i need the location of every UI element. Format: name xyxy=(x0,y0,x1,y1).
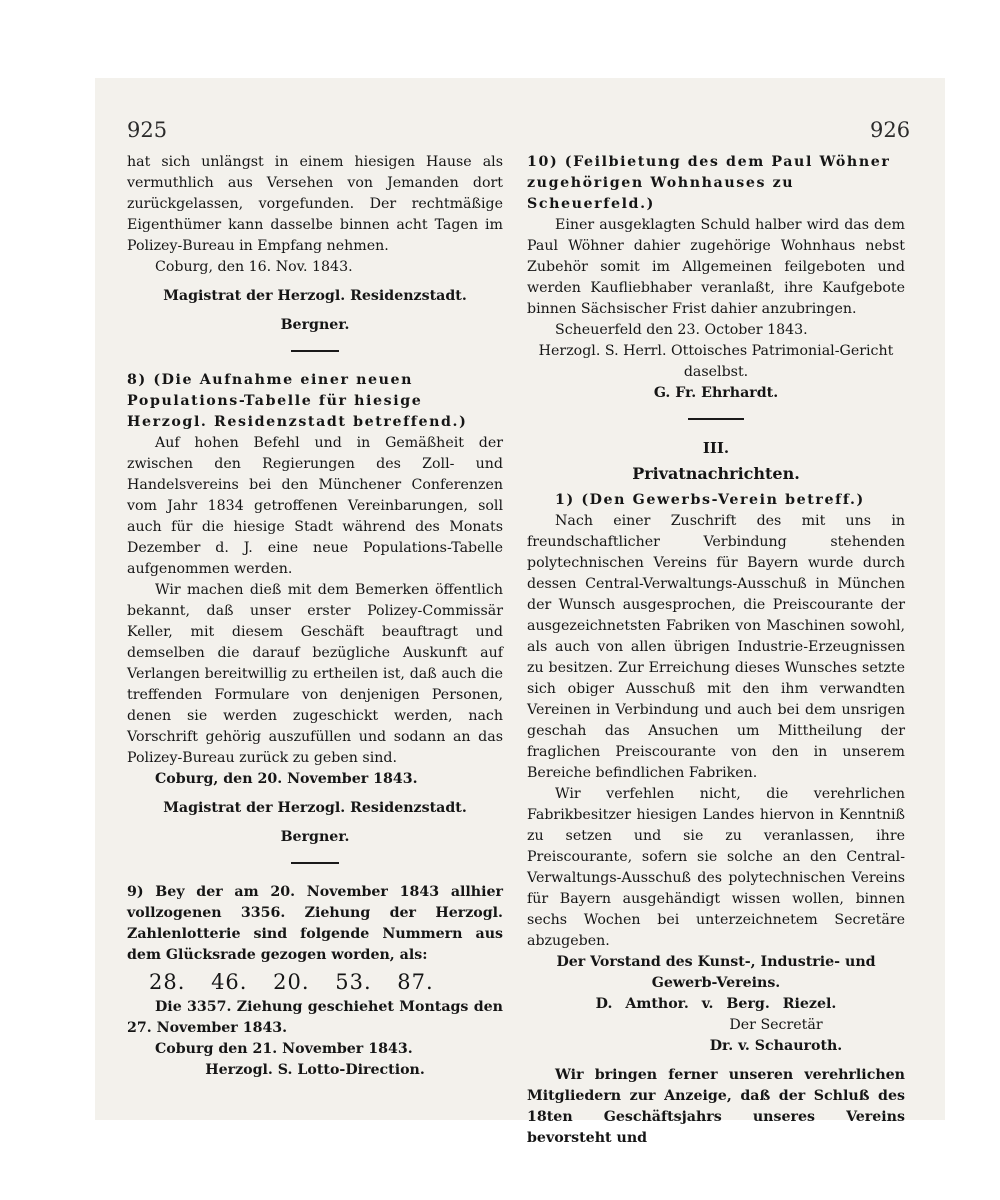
notice-9-text: 9) Bey der am 20. November 1843 allhier vollzogenen 3356. Ziehung der Herzogl. Zahlenlotterie sind folgende Nummern aus dem Glücksrade gezogen worden, als: xyxy=(127,884,503,963)
notice-8-paragraph-2: Wir machen dieß mit dem Bemerken öffentlich bekannt, daß unser erster Polizey-Commissär Keller, mit diesem Geschäft beauftragt und demselben die darauf bezügliche Auskunft auf Verlangen bereitwillig zu ertheilen ist, daß auch die treffenden Formulare von denjenigen Personen, denen sie werden zugeschickt werden, nach Vorschrift gehörig auszufüllen und sodann an das Polizey-Bureau zurück zu geben sind. xyxy=(127,582,503,766)
lost-item-date: Coburg, den 16. Nov. 1843. xyxy=(155,259,353,275)
notice-9-authority: Herzogl. S. Lotto-Direction. xyxy=(205,1062,425,1078)
separator-rule xyxy=(291,350,339,352)
page-number-left: 925 xyxy=(127,118,168,142)
lost-item-signer: Bergner. xyxy=(280,317,350,333)
section-title: Privatnachrichten. xyxy=(632,464,800,483)
notice-8-date: Coburg, den 20. November 1843. xyxy=(155,771,418,787)
lost-item-text: hat sich unlängst in einem hiesigen Hause als vermuthlich aus Versehen von Jemanden dort zurückgelassen, vorgefunden. Der rechtmäßige Eigenthümer kann dasselbe binnen acht Tagen im Polizey-Bureau in Empfang nehmen. xyxy=(127,154,503,254)
board-member-names: D. Amthor. v. Berg. Riezel. xyxy=(595,996,837,1012)
notice-10-date: Scheuerfeld den 23. October 1843. xyxy=(555,322,808,338)
notice-8-authority: Magistrat der Herzogl. Residenzstadt. xyxy=(163,800,467,816)
notice-10-court: Herzogl. S. Herrl. Ottoisches Patrimonial-Gericht daselbst. xyxy=(538,343,894,380)
notice-10-text: Einer ausgeklagten Schuld halber wird das dem Paul Wöhner dahier zugehörige Wohnhaus nebst Zubehör somit im Allgemeinen feilgeboten und werden Kaufliebhaber veranlaßt, ihre Kaufgebote binnen Sächsischer Frist dahier anzubringen. xyxy=(527,217,905,317)
lottery-numbers: 28. 46. 20. 53. 87. xyxy=(149,970,434,994)
association-board: Der Vorstand des Kunst-, Industrie- und Gewerb-Vereins. xyxy=(556,954,876,991)
notice-9-next-draw: Die 3357. Ziehung geschiehet Montags den 27. November 1843. xyxy=(127,999,503,1036)
notice-10-heading: 10) (Feilbietung des dem Paul Wöhner zugehörigen Wohnhauses zu Scheuerfeld.) xyxy=(527,154,891,212)
separator-rule xyxy=(291,862,339,864)
notice-9-date: Coburg den 21. November 1843. xyxy=(155,1041,413,1057)
left-column xyxy=(127,152,503,1081)
notice-10-signer: G. Fr. Ehrhardt. xyxy=(653,385,779,401)
private-1-paragraph-1: Nach einer Zuschrift des mit uns in freundschaftlicher Verbindung stehenden polytechnischen Vereins für Bayern wurde durch dessen Central-Verwaltungs-Ausschuß in München der Wunsch ausgesprochen, die Preiscourante der ausgezeichnetsten Fabriken von Maschinen sowohl, als auch von allen übrigen Industrie-Erzeugnissen zu besitzen. Zur Erreichung dieses Wunsches setzte sich obiger Ausschuß mit den ihm verwandten Vereinen in Verbindung und auch bei dem unsrigen geschah das Ansuchen um Mittheilung der fraglichen Preiscourante von den in unserem Bereiche befindlichen Fabriken. xyxy=(527,513,905,781)
private-1-paragraph-2: Wir verfehlen nicht, die verehrlichen Fabrikbesitzer hiesigen Landes hiervon in Kenntniß zu setzen und sie zu veranlassen, ihre Preiscourante, sofern sie solche an den Central-Verwaltungs-Ausschuß des polytechnischen Vereins für Bayern ausgehändigt wissen wollen, binnen sechs Wochen bei unterzeichnetem Secretäre abzugeben. xyxy=(527,786,905,949)
lost-item-authority: Magistrat der Herzogl. Residenzstadt. xyxy=(163,288,467,304)
secretary-title: Der Secretär xyxy=(729,1017,823,1033)
section-number: III. xyxy=(702,439,730,457)
private-1-heading: 1) (Den Gewerbs-Verein betreff.) xyxy=(555,492,865,508)
notice-8-heading: 8) (Die Aufnahme einer neuen Populations-Tabelle für hiesige Herzogl. Residenzstadt betreffend.) xyxy=(127,372,468,430)
notice-8-signer: Bergner. xyxy=(280,829,350,845)
right-column xyxy=(527,152,905,1149)
page-number-right: 926 xyxy=(870,118,911,142)
secretary-name: Dr. v. Schauroth. xyxy=(709,1038,843,1054)
notice-8-paragraph-1: Auf hohen Befehl und in Gemäßheit der zwischen den Regierungen des Zoll- und Handelsvereins bei den Münchener Conferenzen vom Jahr 1834 getroffenen Vereinbarungen, soll auch für die hiesige Stadt während des Monats Dezember d. J. eine neue Populations-Tabelle aufgenommen werden. xyxy=(127,435,503,577)
private-1-paragraph-3: Wir bringen ferner unseren verehrlichen Mitgliedern zur Anzeige, daß der Schluß des 18ten Geschäftsjahrs unseres Vereins bevorsteht und xyxy=(527,1067,905,1146)
separator-rule xyxy=(688,418,744,420)
